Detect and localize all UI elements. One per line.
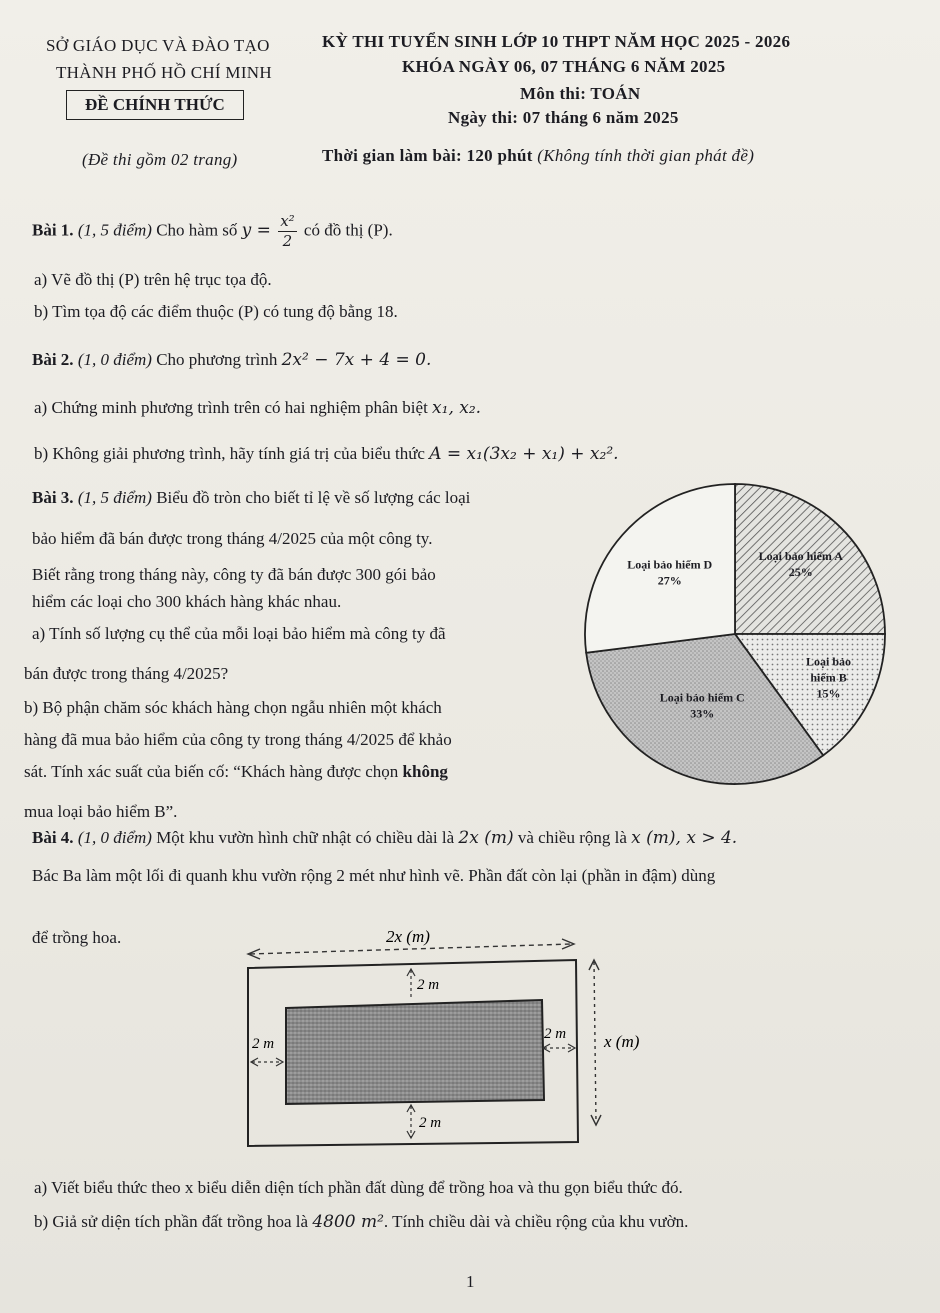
width-label: x (m) — [604, 1032, 640, 1051]
bai4-b — [34, 1212, 688, 1232]
dept-line-2: THÀNH PHỐ HỒ CHÍ MINH — [56, 63, 272, 82]
bai4-b-post: . Tính chiều dài và chiều rộng của khu vườn. — [383, 1212, 689, 1231]
bai4-line3: để trồng hoa. — [32, 928, 122, 947]
exam-title: KỲ THI TUYỂN SINH LỚP 10 THPT NĂM HỌC 2025 - 2026 — [322, 32, 791, 51]
bai3-a-line2: bán được trong tháng 4/2025? — [24, 664, 229, 683]
pie-value-label-d: 27% — [657, 573, 682, 588]
bai3-label: Bài 3. — [32, 488, 74, 507]
bai3-points: (1, 5 điểm) — [77, 488, 152, 507]
bai4-points: (1, 0 điểm) — [77, 828, 152, 847]
pie-category-label-c: Loại bảo hiểm C — [659, 690, 745, 705]
bai2-a — [34, 398, 481, 418]
subject: Môn thi: TOÁN — [520, 84, 641, 103]
bai3-b-line1: b) Bộ phận chăm sóc khách hàng chọn ngẫu nhiên một khách — [24, 698, 442, 717]
bai2-a-text: a) Chứng minh phương trình trên có hai nghiệm phân biệt — [34, 398, 428, 417]
pages-note: (Đề thi gồm 02 trang) — [82, 150, 238, 169]
pie-category-label-a: Loại bảo hiểm A — [758, 549, 843, 564]
bai3-b-line4: mua loại bảo hiểm B”. — [24, 802, 178, 821]
dept-line-1: SỞ GIÁO DỤC VÀ ĐÀO TẠO — [46, 36, 270, 55]
bai2-points: (1, 0 điểm) — [77, 350, 152, 369]
bai4-width-expr: x (m), x > 4. — [631, 828, 738, 848]
bai3-b-line2: hàng đã mua bảo hiểm của công ty trong tháng 4/2025 để khảo — [24, 730, 452, 749]
pie-category-label-b: Loại bảo — [806, 654, 852, 669]
time-label: Thời gian làm bài: 120 phút — [322, 146, 533, 165]
bai2-equation: 2x² − 7x + 4 = 0. — [281, 350, 432, 370]
bai2-intro-text: Cho phương trình — [156, 350, 278, 369]
left-gap-label: 2 m — [252, 1036, 275, 1052]
top-gap-label: 2 m — [417, 977, 440, 993]
bai4-b-text: b) Giả sử diện tích phần đất trồng hoa là — [34, 1212, 309, 1231]
pie-value-label-a: 25% — [788, 565, 813, 580]
bai3-b-line3 — [24, 762, 448, 782]
bai3-a-line1: a) Tính số lượng cụ thể của mỗi loại bảo hiểm mà công ty đã — [32, 624, 446, 643]
bai3-line4: hiểm các loại cho 300 khách hàng khác nhau. — [32, 592, 342, 611]
bai2-intro — [32, 350, 431, 370]
bai1-func-den: 2 — [282, 232, 293, 250]
flower-bed — [286, 1000, 544, 1104]
pie-value-label-c: 33% — [690, 706, 715, 721]
time-note: (Không tính thời gian phát đề) — [537, 146, 755, 165]
bai1-label: Bài 1. — [32, 220, 74, 240]
bai3-line1 — [32, 488, 470, 508]
bai4-line1 — [32, 828, 737, 848]
bottom-gap-label: 2 m — [419, 1115, 442, 1131]
right-gap-label: 2 m — [544, 1026, 567, 1042]
bai1-intro-post: có đồ thị (P). — [303, 220, 393, 240]
bai4-line1-mid: và chiều rộng là — [517, 828, 627, 847]
bai1-points: (1, 5 điểm) — [77, 220, 152, 240]
bai1-intro — [32, 214, 393, 249]
bai1-a: a) Vẽ đồ thị (P) trên hệ trục tọa độ. — [34, 270, 272, 289]
bai2-b — [34, 444, 619, 464]
time-line — [322, 146, 754, 166]
exam-session: KHÓA NGÀY 06, 07 THÁNG 6 NĂM 2025 — [402, 57, 726, 76]
page-number: 1 — [466, 1272, 475, 1291]
bai1-intro-pre: Cho hàm số — [156, 220, 238, 240]
bai1-func-lhs: y = — [241, 220, 271, 241]
pie-category-label-d: Loại bảo hiểm D — [627, 557, 713, 572]
pie-value-label-b: 15% — [816, 686, 841, 701]
bai4-line2: Bác Ba làm một lối đi quanh khu vườn rộng 2 mét như hình vẽ. Phần đất còn lại (phần in đậm) dùng — [32, 866, 716, 885]
bai2-label: Bài 2. — [32, 350, 74, 369]
bai1-func-num: x² — [280, 212, 295, 230]
bai1-b: b) Tìm tọa độ các điểm thuộc (P) có tung độ bằng 18. — [34, 302, 398, 321]
bai4-a: a) Viết biểu thức theo x biểu diễn diện tích phần đất dùng để trồng hoa và thu gọn biểu thức đó. — [34, 1178, 683, 1197]
bai4-b-math: 4800 m² — [312, 1212, 384, 1232]
length-label: 2x (m) — [386, 927, 430, 946]
official-exam-box: ĐỀ CHÍNH THỨC — [66, 90, 244, 120]
bai2-a-math: x₁, x₂. — [432, 398, 482, 418]
bai3-line2: bảo hiểm đã bán được trong tháng 4/2025 của một công ty. — [32, 529, 433, 548]
bai4-label: Bài 4. — [32, 828, 74, 847]
bai4-line1-pre: Một khu vườn hình chữ nhật có chiều dài là — [156, 828, 455, 847]
bai2-b-text: b) Không giải phương trình, hãy tính giá trị của biểu thức — [34, 444, 425, 463]
bai3-b-line3-text: sát. Tính xác suất của biến cố: “Khách hàng được chọn — [24, 762, 399, 781]
garden-figure — [236, 922, 676, 1156]
pie-category-label-b: hiểm B — [810, 670, 847, 685]
bai3-line3: Biết rằng trong tháng này, công ty đã bán được 300 gói bảo — [32, 565, 436, 584]
insurance-pie-chart — [570, 482, 920, 802]
exam-date: Ngày thi: 07 tháng 6 năm 2025 — [448, 108, 679, 127]
bai2-b-math: A = x₁(3x₂ + x₁) + x₂². — [429, 444, 619, 464]
bai3-line1-text: Biểu đồ tròn cho biết tỉ lệ về số lượng các loại — [156, 488, 471, 507]
width-arrow — [594, 962, 596, 1122]
bai1-func-fraction — [278, 214, 296, 249]
bai3-b-line3-bold: không — [402, 762, 448, 781]
bai4-length-expr: 2x (m) — [458, 828, 514, 848]
